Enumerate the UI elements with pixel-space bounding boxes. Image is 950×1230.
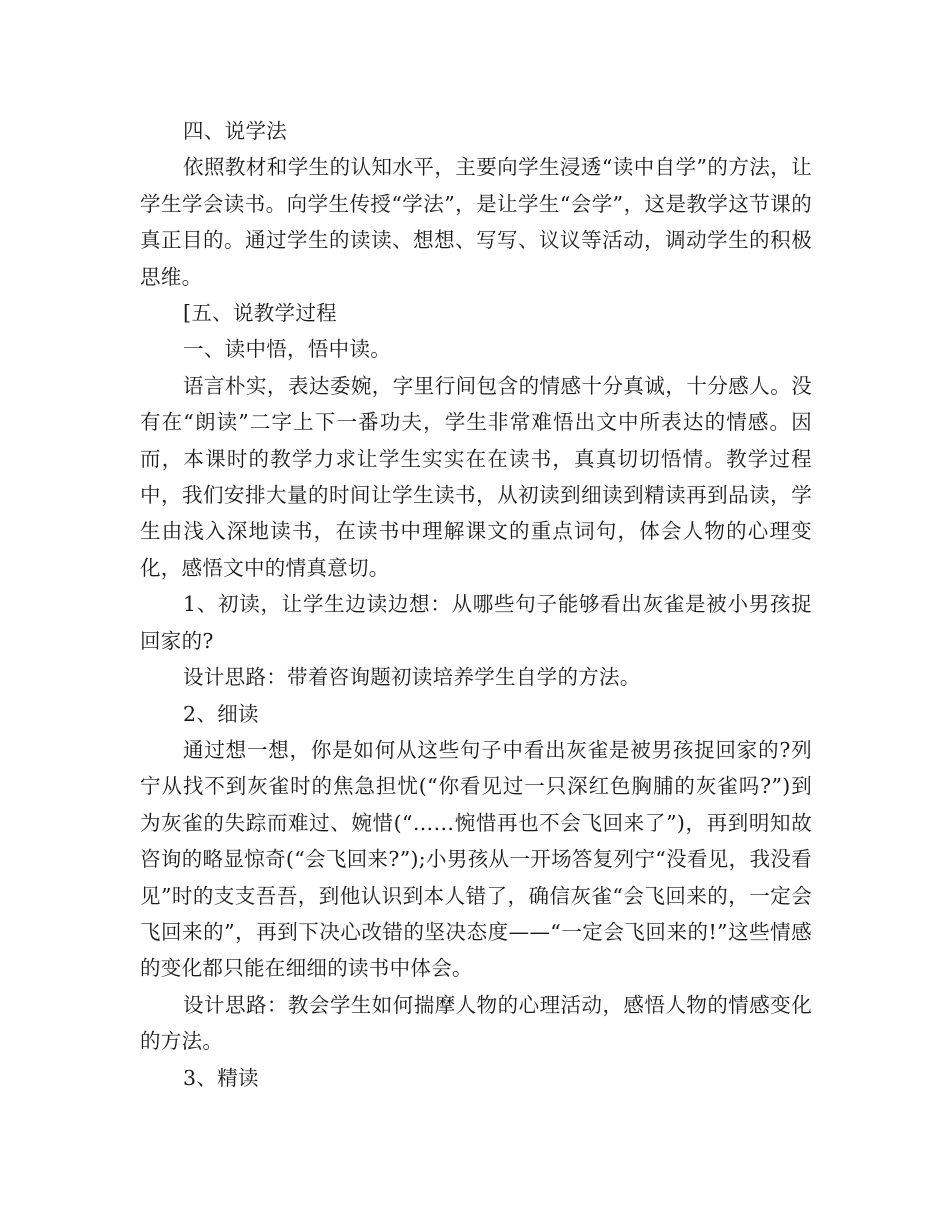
heading-teaching-process: [五、说教学过程 — [183, 301, 337, 326]
paragraph-detailed-reading: 通过想一想，你是如何从这些句子中看出灰雀是被男孩捉回家的?列宁从找不到灰雀时的焦急担忧(“你看见过一只深红色胸脯的灰雀吗?”)到为灰雀的失踪而难过、婉惜(“……惋惜再也不会飞回来了”)，再到明知故咨询的略显惊奇(“会飞回来?”);小男孩从一开场答复列宁“没看见，我没看见”时的支支吾吾，到他认识到本人错了，确信灰雀“会飞回来的，一定会飞回来的”，再到下决心改错的坚决态度——“一定会飞回来的!”这些情感的变化都只能在细细的读书中体会。 — [140, 737, 812, 981]
paragraph-first-reading: 1、初读，让学生边读边想：从哪些句子能够看出灰雀是被小男孩捉回家的? — [140, 592, 812, 653]
paragraph-study-method: 依照教材和学生的认知水平，主要向学生浸透“读中自学”的方法，让学生学会读书。向学生传授“学法”，是让学生“会学”，这是教学这节课的真正目的。通过学生的读读、想想、写写、议议等活动，调动学生的积极思维。 — [140, 155, 812, 289]
document-body — [140, 113, 812, 1096]
heading-study-method: 四、说学法 — [183, 119, 288, 143]
heading-detailed-reading: 2、细读 — [183, 701, 259, 726]
paragraph-design-idea-1: 设计思路：带着咨询题初读培养学生自学的方法。 — [183, 665, 641, 690]
paragraph-read-understand: 语言朴实，表达委婉，字里行间包含的情感十分真诚，十分感人。没有在“朗读”二字上下一番功夫，学生非常难悟出文中所表达的情感。因而，本课时的教学力求让学生实实在在读书，真真切切悟情。教学过程中，我们安排大量的时间让学生读书，从初读到细读到精读再到品读，学生由浅入深地读书，在读书中理解课文的重点词句，体会人物的心理变化，感悟文中的情真意切。 — [140, 373, 812, 580]
heading-read-understand: 一、读中悟，悟中读。 — [183, 337, 392, 362]
heading-intensive-reading: 3、精读 — [183, 1065, 259, 1090]
paragraph-design-idea-2: 设计思路：教会学生如何揣摩人物的心理活动，感悟人物的情感变化的方法。 — [140, 992, 812, 1054]
